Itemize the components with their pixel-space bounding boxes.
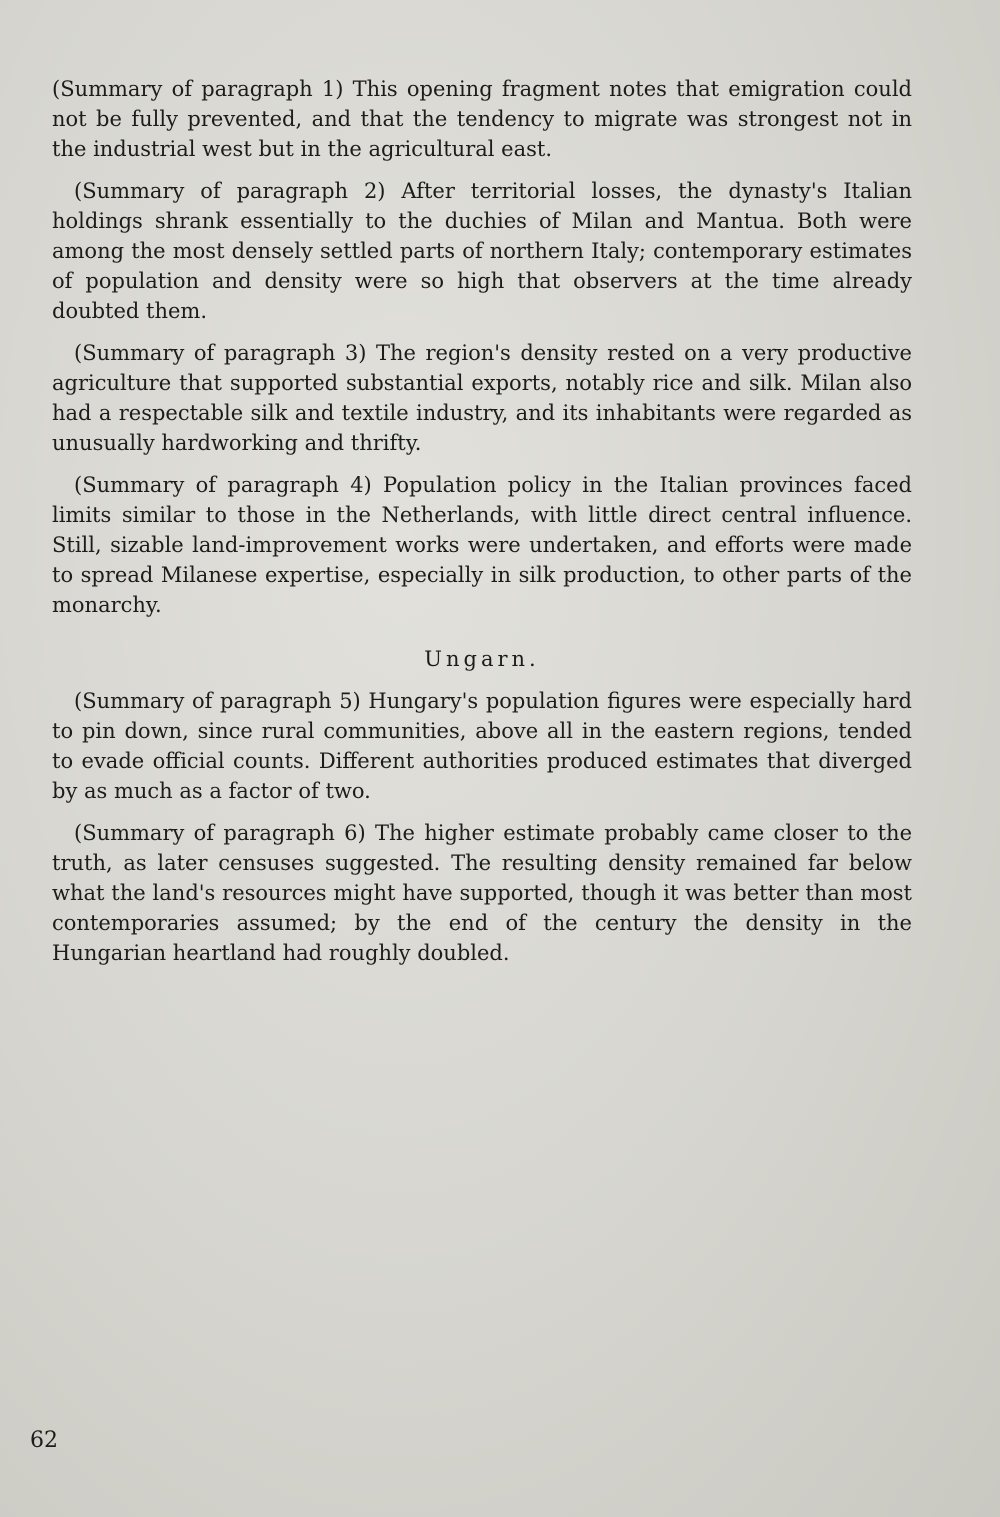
paragraph: (Summary of paragraph 3) The region's density rested on a very productive agriculture that supported substantial exports, notably rice and silk. Milan also had a respectable silk and textile industry, and its inhabitants were regarded as unusually hardworking and thrifty. [52,341,912,455]
paragraph: (Summary of paragraph 1) This opening fragment notes that emigration could not be fully prevented, and that the tendency to migrate was strongest not in the industrial west but in the agricultural east. [52,77,912,161]
body-text [52,74,912,980]
section-heading: Ungarn. [424,647,540,671]
paragraph: (Summary of paragraph 6) The higher estimate probably came closer to the truth, as later censuses suggested. The resulting density remained far below what the land's resources might have supported, though it was better than most contemporaries assumed; by the end of the century the density in the Hungarian heartland had roughly doubled. [52,821,912,965]
paragraph: (Summary of paragraph 5) Hungary's population figures were especially hard to pin down, since rural communities, above all in the eastern regions, tended to evade official counts. Different authorities produced estimates that diverged by as much as a factor of two. [52,689,912,803]
paragraph: (Summary of paragraph 2) After territorial losses, the dynasty's Italian holdings shrank essentially to the duchies of Milan and Mantua. Both were among the most densely settled parts of northern Italy; contemporary estimates of population and density were so high that observers at the time already doubted them. [52,179,912,323]
page-number: 62 [30,1428,58,1453]
paragraph: (Summary of paragraph 4) Population policy in the Italian provinces faced limits similar to those in the Netherlands, with little direct central influence. Still, sizable land-improvement works were undertaken, and efforts were made to spread Milanese expertise, especially in silk production, to other parts of the monarchy. [52,473,912,617]
